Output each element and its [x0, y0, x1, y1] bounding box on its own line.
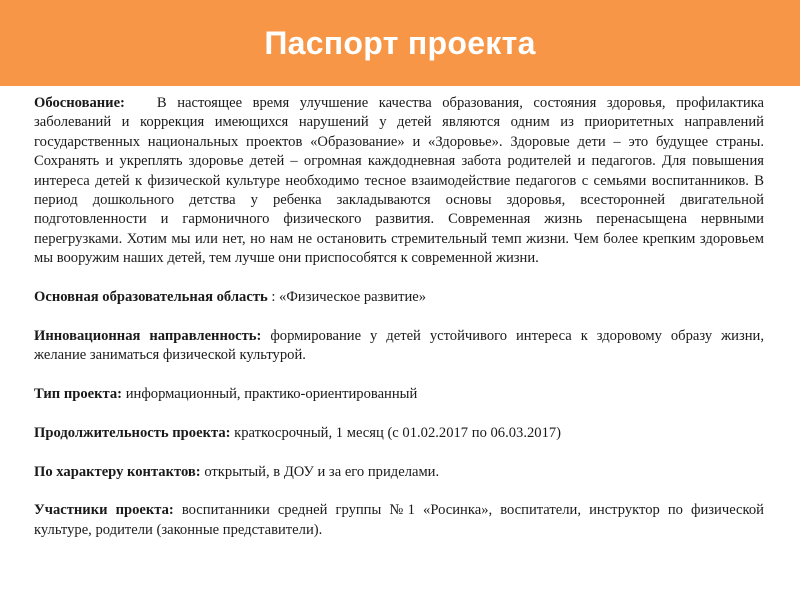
- rationale-section: [34, 94, 764, 269]
- participants-section: [34, 501, 764, 540]
- title-bar: [0, 0, 800, 86]
- rationale-label: Обоснование:: [34, 95, 125, 111]
- rationale-text: В настоящее время улучшение качества образования, состояния здоровья, профилактика заболеваний и коррекция имеющихся нарушений у детей являются одним из приоритетных направлений государственных национальных проектов «Образование» и «Здоровье». Здоровые дети – это будущее страны. Сохранять и укреплять здоровье детей – огромная каждодневная забота родителей и педагогов. Для повышения интереса детей к физической культуре необходимо тесное взаимодействие педагогов с семьями воспитанников. В период дошкольного детства у ребенка закладываются основы здоровья, всесторонней двигательной подготовленности и гармоничного физического развития. Современная жизнь перенасыщена нервными перегрузками. Хотим мы или нет, но нам не остановить стремительный темп жизни. Чем более крепким здоровьем мы вооружим наших детей, тем лучше они приспособятся к современной жизни.: [34, 95, 764, 267]
- participants-label: Участники проекта:: [34, 502, 174, 519]
- project-type-label: Тип проекта:: [34, 386, 123, 403]
- education-area-text: : «Физическое развитие»: [267, 289, 427, 306]
- contacts-section: [34, 463, 764, 482]
- contacts-label: По характеру контактов:: [34, 463, 201, 480]
- duration-text: краткосрочный, 1 месяц (с 01.02.2017 по 06.03.2017): [230, 424, 562, 441]
- duration-label: Продолжительность проекта:: [34, 424, 231, 441]
- education-area-label: Основная образовательная область: [34, 289, 268, 306]
- innovation-text: формирование у детей устойчивого интереса к здоровому образу жизни, желание заниматься физической культурой.: [34, 327, 764, 364]
- project-passport-body: [34, 94, 764, 540]
- education-area-section: [34, 288, 764, 307]
- participants-text: воспитанники средней группы №1 «Росинка», воспитатели, инструктор по физической культуре, родители (законные представители).: [34, 502, 764, 538]
- contacts-text: открытый, в ДОУ и за его приделами.: [200, 463, 440, 480]
- project-type-text: информационный, практико-ориентированный: [122, 386, 418, 403]
- innovation-label: Инновационная направленность:: [34, 327, 262, 344]
- duration-section: [34, 424, 764, 443]
- slide-title: Паспорт проекта: [264, 24, 536, 61]
- innovation-section: [34, 327, 764, 366]
- project-type-section: [34, 385, 764, 404]
